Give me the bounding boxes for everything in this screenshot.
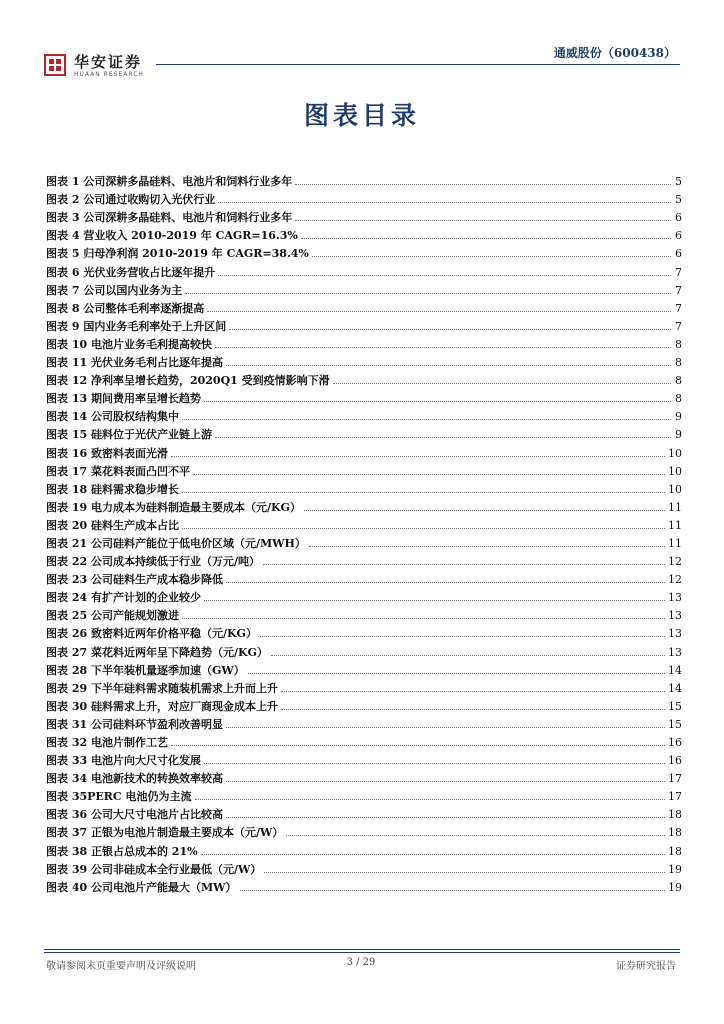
toc-entry[interactable] [46,695,682,713]
toc-entry[interactable] [46,369,682,387]
toc-entry[interactable] [46,333,682,351]
toc-dot-leader [182,618,665,619]
toc-entry[interactable] [46,188,682,206]
toc-entry-label: 图表 10 电池片业务毛利提高较快 [46,337,212,351]
toc-entry-label: 图表 27 菜花料近两年呈下降趋势（元/KG） [46,645,268,659]
footer-divider [44,949,680,950]
toc-dot-leader [182,528,665,529]
toc-entry-page: 17 [668,790,682,804]
page-title: 图表目录 [303,101,420,130]
toc-dot-leader [226,817,665,818]
toc-dot-leader [229,329,671,330]
toc-entry[interactable] [46,713,682,731]
toc-entry-page: 6 [675,229,682,243]
toc-entry-label: 图表 13 期间费用率呈增长趋势 [46,392,201,406]
toc-entry[interactable] [46,170,682,188]
toc-dot-leader [215,347,671,348]
toc-entry-page: 8 [675,392,682,406]
toc-entry-page: 18 [668,808,682,822]
toc-dot-leader [171,456,665,457]
toc-entry-page: 18 [668,844,682,858]
toc-entry-label: 图表 9 国内业务毛利率处于上升区间 [46,319,227,333]
toc-entry[interactable] [46,839,682,857]
toc-entry-label: 图表 5 归母净利润 2010-2019 年 CAGR=38.4% [46,247,309,261]
toc-entry[interactable] [46,767,682,785]
toc-dot-leader [312,256,671,257]
toc-entry[interactable] [46,749,682,767]
toc-entry[interactable] [46,423,682,441]
toc-entry-label: 图表 34 电池新技术的转换效率较高 [46,772,223,786]
toc-entry-page: 17 [668,772,682,786]
toc-dot-leader [226,781,665,782]
toc-entry[interactable] [46,586,682,604]
toc-entry[interactable] [46,297,682,315]
toc-entry[interactable] [46,279,682,297]
toc-dot-leader [260,636,665,637]
toc-entry-label: 图表 4 营业收入 2010-2019 年 CAGR=16.3% [46,229,298,243]
toc-entry-label: 图表 35PERC 电池仍为主流 [46,790,192,804]
toc-dot-leader [204,600,665,601]
toc-entry-label: 图表 26 致密料近两年价格平稳（元/KG） [46,627,257,641]
toc-dot-leader [271,655,665,656]
toc-dot-leader [226,365,671,366]
toc-entry-page: 14 [668,663,682,677]
header-divider [156,64,680,65]
toc-entry-page: 8 [675,356,682,370]
toc-entry-label: 图表 12 净利率呈增长趋势，2020Q1 受到疫情影响下滑 [46,374,330,388]
toc-entry-label: 图表 1 公司深耕多晶硅料、电池片和饲料行业多年 [46,175,293,189]
toc-dot-leader [171,745,665,746]
toc-entry-label: 图表 11 光伏业务毛利占比逐年提高 [46,356,223,370]
company-name: 通威股份（600438） [553,46,676,60]
toc-entry-label: 图表 22 公司成本持续低于行业（万元/吨） [46,555,260,569]
toc-entry-page: 19 [668,862,682,876]
toc-entry-label: 图表 6 光伏业务营收占比逐年提升 [46,265,216,279]
toc-entry-label: 图表 30 硅料需求上升，对应厂商现金成本上升 [46,699,278,713]
toc-entry[interactable] [46,532,682,550]
toc-entry-page: 15 [668,717,682,731]
toc-dot-leader [215,437,671,438]
toc-entry[interactable] [46,622,682,640]
toc-entry-label: 图表 17 菜花料表面凸凹不平 [46,464,190,478]
toc-dot-leader [264,872,665,873]
toc-dot-leader [281,709,665,710]
toc-entry[interactable] [46,731,682,749]
toc-dot-leader [195,799,665,800]
toc-entry-label: 图表 40 公司电池片产能最大（MW） [46,880,237,894]
toc-entry-label: 图表 19 电力成本为硅料制造最主要成本（元/KG） [46,500,301,514]
toc-entry-page: 12 [668,555,682,569]
toc-dot-leader [204,763,665,764]
toc-entry[interactable] [46,496,682,514]
toc-dot-leader [295,184,671,185]
toc-dot-leader [301,238,671,239]
page-header [44,44,680,84]
toc-entry-page: 14 [668,681,682,695]
toc-entry[interactable] [46,640,682,658]
toc-entry-page: 16 [668,754,682,768]
toc-entry-page: 8 [675,374,682,388]
toc-dot-leader [218,275,671,276]
toc-entry-page: 13 [668,645,682,659]
toc-entry[interactable] [46,568,682,586]
toc-entry-page: 13 [668,627,682,641]
toc-entry[interactable] [46,604,682,622]
toc-entry[interactable] [46,441,682,459]
toc-entry-label: 图表 24 有扩产计划的企业较少 [46,591,201,605]
toc-entry-page: 11 [668,536,682,550]
toc-entry-page: 12 [668,573,682,587]
toc-entry-label: 图表 14 公司股权结构集中 [46,410,179,424]
toc-entry-label: 图表 33 电池片向大尺寸化发展 [46,754,201,768]
toc-entry[interactable] [46,478,682,496]
toc-dot-leader [193,474,665,475]
toc-entry-label: 图表 20 硅料生产成本占比 [46,518,179,532]
toc-entry-page: 13 [668,609,682,623]
toc-dot-leader [333,383,671,384]
toc-entry-label: 图表 8 公司整体毛利率逐渐提高 [46,301,205,315]
toc-entry[interactable] [46,550,682,568]
toc-entry-page: 9 [675,410,682,424]
footer-divider-thin [44,952,680,953]
toc-dot-leader [201,854,665,855]
toc-entry-page: 13 [668,591,682,605]
toc-entry-page: 19 [668,880,682,894]
toc-entry[interactable] [46,677,682,695]
toc-entry[interactable] [46,405,682,423]
toc-entry[interactable] [46,785,682,803]
huaan-logo-icon [44,54,66,76]
toc-entry-page: 10 [668,464,682,478]
toc-entry[interactable] [46,659,682,677]
toc-dot-leader [226,582,665,583]
toc-entry-label: 图表 23 公司硅料生产成本稳步降低 [46,573,223,587]
toc-dot-leader [204,401,671,402]
toc-entry[interactable] [46,514,682,532]
toc-entry-label: 图表 7 公司以国内业务为主 [46,283,183,297]
toc-entry-page: 7 [675,319,682,333]
toc-entry[interactable] [46,206,682,224]
footer-disclaimer: 敬请参阅末页重要声明及评级说明 [46,961,196,972]
toc-dot-leader [309,546,665,547]
toc-entry[interactable] [46,460,682,478]
toc-entry-page: 18 [668,826,682,840]
toc-entry-label: 图表 15 硅料位于光伏产业链上游 [46,428,212,442]
toc-entry-page: 6 [675,211,682,225]
toc-entry[interactable] [46,224,682,242]
toc-entry-label: 图表 36 公司大尺寸电池片占比较高 [46,808,223,822]
toc-dot-leader [182,492,665,493]
toc-entry-label: 图表 28 下半年装机量逐季加速（GW） [46,663,245,677]
toc-entry[interactable] [46,351,682,369]
toc-dot-leader [226,727,665,728]
toc-entry[interactable] [46,315,682,333]
toc-entry-label: 图表 29 下半年硅料需求随装机需求上升而上升 [46,681,278,695]
toc-entry-label: 图表 21 公司硅料产能位于低电价区域（元/MWH） [46,536,306,550]
toc-entry-label: 图表 32 电池片制作工艺 [46,736,168,749]
toc-entry-page: 10 [668,446,682,460]
toc-entry-page: 5 [675,193,682,207]
toc-entry-label: 图表 2 公司通过收购切入光伏行业 [46,193,216,207]
toc-entry-page: 16 [668,736,682,749]
toc-entry-label: 图表 25 公司产能规划激进 [46,609,179,623]
logo-text: 华安证券 [74,53,143,71]
toc-dot-leader [263,564,665,565]
toc-entry-page: 9 [675,428,682,442]
toc-entry-label: 图表 18 硅料需求稳步增长 [46,482,179,496]
toc-dot-leader [295,220,671,221]
report-type: 证券研究报告 [616,961,676,972]
page-number: 3 / 29 [346,957,376,968]
toc-entry-page: 7 [675,301,682,315]
toc-dot-leader [281,691,665,692]
toc-entry[interactable] [46,821,682,839]
toc-entry[interactable] [46,387,682,405]
toc-entry[interactable] [46,242,682,260]
toc-dot-leader [207,311,671,312]
toc-entry-page: 7 [675,283,682,297]
toc-dot-leader [185,293,671,294]
toc-entry-label: 图表 38 正银占总成本的 21% [46,844,198,858]
toc-entry-label: 图表 37 正银为电池片制造最主要成本（元/W） [46,826,284,840]
toc-entry-label: 图表 3 公司深耕多晶硅料、电池片和饲料行业多年 [46,211,293,225]
toc-entry[interactable] [46,260,682,278]
toc-dot-leader [248,673,665,674]
toc-dot-leader [286,835,665,836]
toc-entry-label: 图表 39 公司非硅成本全行业最低（元/W） [46,862,262,876]
toc-entry[interactable] [46,858,682,876]
logo-subtitle: HUAAN RESEARCH [74,71,144,78]
toc-entry-page: 11 [668,518,682,532]
toc-entry-page: 10 [668,482,682,496]
toc-entry-label: 图表 16 致密料表面光滑 [46,446,168,460]
toc-dot-leader [182,419,671,420]
toc-entry[interactable] [46,876,682,894]
toc-entry-page: 11 [668,500,682,514]
toc-entry-label: 图表 31 公司硅料环节盈利改善明显 [46,717,223,731]
toc-entry-page: 5 [675,175,682,189]
toc-entry-page: 6 [675,247,682,261]
toc-dot-leader [218,202,671,203]
toc-entry-page: 15 [668,699,682,713]
toc-dot-leader [240,890,666,891]
toc-entry-page: 7 [675,265,682,279]
toc-entry-page: 8 [675,337,682,351]
toc-entry[interactable] [46,803,682,821]
toc-dot-leader [304,510,665,511]
toc-list [46,170,682,894]
